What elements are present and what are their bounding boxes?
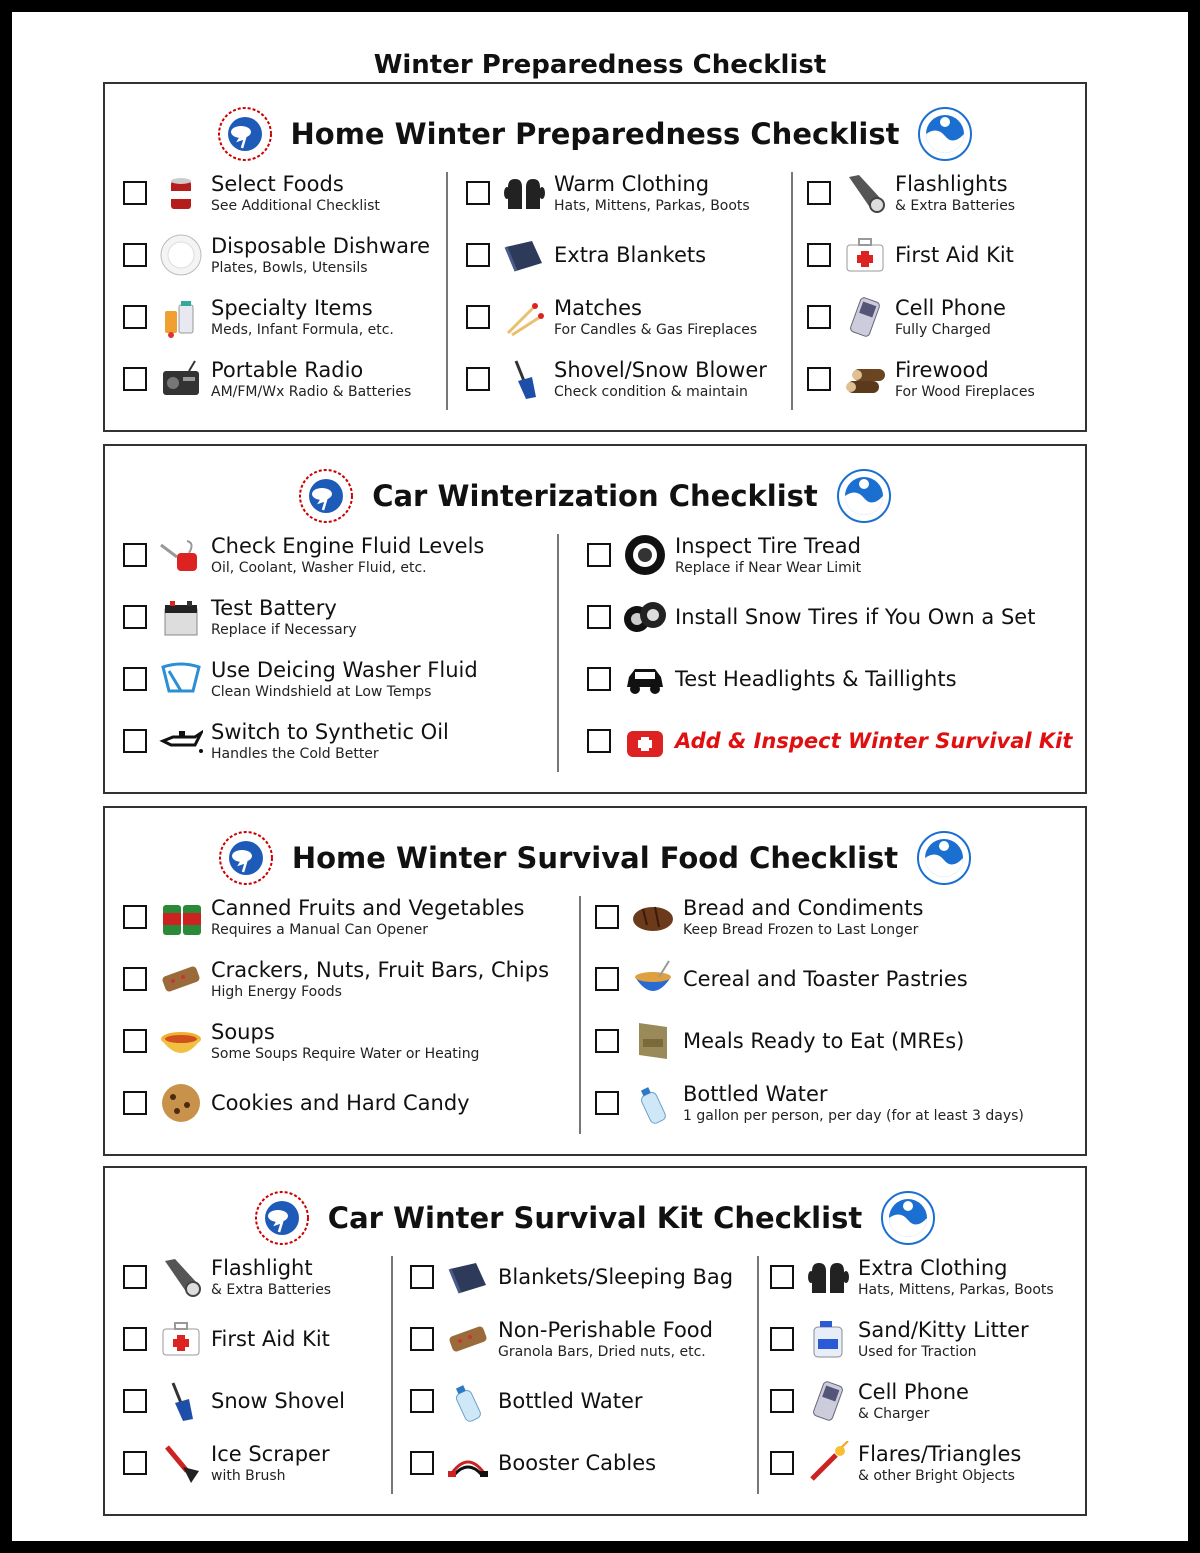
section-title: Car Winter Survival Kit Checklist xyxy=(327,1201,863,1235)
item-label: Snow Shovel xyxy=(211,1389,346,1413)
item-note: See Additional Checklist xyxy=(211,198,380,214)
item-label: Bread and Condiments xyxy=(683,896,924,920)
checkbox[interactable] xyxy=(587,729,611,753)
checkbox[interactable] xyxy=(595,967,619,991)
checkbox[interactable] xyxy=(595,1091,619,1115)
cell-phone-icon xyxy=(806,1379,850,1423)
checkbox[interactable] xyxy=(123,667,147,691)
item-note: with Brush xyxy=(211,1468,286,1484)
checklist-item xyxy=(807,290,1006,344)
checklist-item xyxy=(587,652,957,706)
item-note: & Extra Batteries xyxy=(211,1282,332,1298)
checklist-item xyxy=(466,166,750,220)
checkbox[interactable] xyxy=(807,181,831,205)
item-label: Inspect Tire Tread xyxy=(675,534,861,558)
item-note: For Wood Fireplaces xyxy=(895,384,1035,400)
item-label: Cell Phone xyxy=(858,1380,969,1404)
checkbox[interactable] xyxy=(807,367,831,391)
checklist-item xyxy=(587,590,1035,644)
item-label: Switch to Synthetic Oil xyxy=(211,720,449,744)
checklist-item xyxy=(807,166,1015,220)
first-aid-kit-icon xyxy=(843,233,887,277)
item-label: Flashlights xyxy=(895,172,1008,196)
item-note: Replace if Necessary xyxy=(211,622,357,638)
item-note: & Charger xyxy=(858,1406,930,1422)
checkbox[interactable] xyxy=(123,243,147,267)
item-label: Firewood xyxy=(895,358,989,382)
litter-jug-icon xyxy=(806,1317,850,1361)
item-note: High Energy Foods xyxy=(211,984,342,1000)
item-note: Plates, Bowls, Utensils xyxy=(211,260,368,276)
checklist-item xyxy=(123,1076,470,1130)
item-label: Cell Phone xyxy=(895,296,1006,320)
item-note: Granola Bars, Dried nuts, etc. xyxy=(498,1344,706,1360)
section-home-survival-food xyxy=(103,806,1087,1156)
cell-phone-icon xyxy=(843,295,887,339)
item-label: Specialty Items xyxy=(211,296,373,320)
item-label: Extra Blankets xyxy=(554,243,707,267)
item-note: Used for Traction xyxy=(858,1344,977,1360)
checkbox[interactable] xyxy=(123,1451,147,1475)
nws-logo-icon xyxy=(298,468,354,524)
checkbox[interactable] xyxy=(466,367,490,391)
checklist-item xyxy=(770,1436,1021,1490)
section-car-survival-kit xyxy=(103,1166,1087,1516)
checkbox[interactable] xyxy=(587,605,611,629)
item-label: Bottled Water xyxy=(498,1389,643,1413)
checkbox[interactable] xyxy=(123,605,147,629)
item-label: Warm Clothing xyxy=(554,172,710,196)
checklist-item xyxy=(410,1436,656,1490)
item-label: Disposable Dishware xyxy=(211,234,431,258)
checkbox[interactable] xyxy=(466,243,490,267)
noaa-logo-icon xyxy=(880,1190,936,1246)
noaa-logo-icon xyxy=(917,106,973,162)
item-note: Hats, Mittens, Parkas, Boots xyxy=(554,198,750,214)
checklist-item xyxy=(123,1436,330,1490)
item-label: First Aid Kit xyxy=(211,1327,330,1351)
item-note: Fully Charged xyxy=(895,322,991,338)
checkbox[interactable] xyxy=(123,367,147,391)
item-label: Cookies and Hard Candy xyxy=(211,1091,470,1115)
snow-tires-icon xyxy=(623,595,667,639)
checklist-item xyxy=(410,1374,643,1428)
checklist-item xyxy=(123,1374,345,1428)
mre-pouch-icon xyxy=(631,1019,675,1063)
item-note: Meds, Infant Formula, etc. xyxy=(211,322,394,338)
checklist-item xyxy=(410,1312,713,1366)
item-label: Non-Perishable Food xyxy=(498,1318,713,1342)
matches-icon xyxy=(502,295,546,339)
checklist-item xyxy=(410,1250,733,1304)
item-label: Install Snow Tires if You Own a Set xyxy=(675,605,1036,629)
checklist-item xyxy=(595,890,923,944)
checkbox[interactable] xyxy=(466,181,490,205)
checkbox[interactable] xyxy=(770,1327,794,1351)
checkbox[interactable] xyxy=(595,1029,619,1053)
item-note: Requires a Manual Can Opener xyxy=(211,922,428,938)
checklist-item xyxy=(466,228,706,282)
checklist-item xyxy=(807,228,1014,282)
checkbox[interactable] xyxy=(123,181,147,205)
nws-logo-icon xyxy=(254,1190,310,1246)
granola-bar-icon xyxy=(446,1317,490,1361)
shovel-icon xyxy=(159,1379,203,1423)
section-title: Home Winter Survival Food Checklist xyxy=(291,841,899,875)
checkbox[interactable] xyxy=(410,1451,434,1475)
section-title: Home Winter Preparedness Checklist xyxy=(290,117,900,151)
soup-can-icon xyxy=(159,171,203,215)
checklist-item xyxy=(123,528,484,582)
checkbox[interactable] xyxy=(123,305,147,329)
item-note: AM/FM/Wx Radio & Batteries xyxy=(211,384,412,400)
item-label: Add & Inspect Winter Survival Kit xyxy=(675,729,1073,753)
checkbox[interactable] xyxy=(123,729,147,753)
checkbox[interactable] xyxy=(123,1029,147,1053)
item-label: Cereal and Toaster Pastries xyxy=(683,967,968,991)
medicine-bottles-icon xyxy=(159,295,203,339)
checkbox[interactable] xyxy=(466,305,490,329)
item-note: For Candles & Gas Fireplaces xyxy=(554,322,758,338)
checkbox[interactable] xyxy=(770,1265,794,1289)
checkbox[interactable] xyxy=(123,1389,147,1413)
item-label: Canned Fruits and Vegetables xyxy=(211,896,525,920)
checklist-item xyxy=(123,714,449,768)
checkbox[interactable] xyxy=(123,1327,147,1351)
item-note: & Extra Batteries xyxy=(895,198,1016,214)
item-label: Check Engine Fluid Levels xyxy=(211,534,485,558)
oil-can-icon xyxy=(159,533,203,577)
checklist-item xyxy=(123,352,411,406)
radio-icon xyxy=(159,357,203,401)
item-note: Clean Windshield at Low Temps xyxy=(211,684,432,700)
item-note: Replace if Near Wear Limit xyxy=(675,560,862,576)
checkbox[interactable] xyxy=(410,1327,434,1351)
cereal-bowl-icon xyxy=(631,957,675,1001)
checklist-item xyxy=(123,952,549,1006)
checkbox[interactable] xyxy=(123,1265,147,1289)
flashlight-icon xyxy=(159,1255,203,1299)
item-label: Ice Scraper xyxy=(211,1442,330,1466)
cookie-icon xyxy=(159,1081,203,1125)
checkbox[interactable] xyxy=(595,905,619,929)
granola-bar-icon xyxy=(159,957,203,1001)
item-label: Extra Clothing xyxy=(858,1256,1008,1280)
item-label: Sand/Kitty Litter xyxy=(858,1318,1029,1342)
car-icon xyxy=(623,657,667,701)
item-label: Test Headlights & Taillights xyxy=(675,667,957,691)
checkbox[interactable] xyxy=(410,1389,434,1413)
item-note: Keep Bread Frozen to Last Longer xyxy=(683,922,919,938)
nws-logo-icon xyxy=(218,830,274,886)
checklist-item xyxy=(123,1250,331,1304)
mittens-icon xyxy=(806,1255,850,1299)
item-label: Flashlight xyxy=(211,1256,313,1280)
checkbox[interactable] xyxy=(123,1091,147,1115)
item-note: Hats, Mittens, Parkas, Boots xyxy=(858,1282,1054,1298)
section-car-winterization xyxy=(103,444,1087,794)
canned-food-icon xyxy=(159,895,203,939)
ice-scraper-icon xyxy=(159,1441,203,1485)
item-label: Use Deicing Washer Fluid xyxy=(211,658,478,682)
checklist-item xyxy=(123,890,524,944)
flare-icon xyxy=(806,1441,850,1485)
checklist-item xyxy=(123,228,430,282)
section-title: Car Winterization Checklist xyxy=(372,479,818,513)
item-label: Portable Radio xyxy=(211,358,364,382)
item-label: Test Battery xyxy=(211,596,337,620)
firewood-icon xyxy=(843,357,887,401)
checkbox[interactable] xyxy=(770,1451,794,1475)
oil-lamp-icon xyxy=(159,719,203,763)
item-label: First Aid Kit xyxy=(895,243,1014,267)
windshield-icon xyxy=(159,657,203,701)
survival-kit-icon xyxy=(623,719,667,763)
tire-icon xyxy=(623,533,667,577)
checklist-item xyxy=(123,290,394,344)
item-note: Handles the Cold Better xyxy=(211,746,379,762)
item-note: & other Bright Objects xyxy=(858,1468,1015,1484)
item-label: Soups xyxy=(211,1020,275,1044)
water-bottle-icon xyxy=(446,1379,490,1423)
checkbox[interactable] xyxy=(123,543,147,567)
item-note: Oil, Coolant, Washer Fluid, etc. xyxy=(211,560,427,576)
flashlight-icon xyxy=(843,171,887,215)
blanket-icon xyxy=(502,233,546,277)
checkbox[interactable] xyxy=(587,543,611,567)
item-label: Matches xyxy=(554,296,642,320)
checkbox[interactable] xyxy=(410,1265,434,1289)
item-label: Crackers, Nuts, Fruit Bars, Chips xyxy=(211,958,550,982)
jumper-cables-icon xyxy=(446,1441,490,1485)
noaa-logo-icon xyxy=(836,468,892,524)
mittens-icon xyxy=(502,171,546,215)
checklist-item xyxy=(123,1014,479,1068)
soup-bowl-icon xyxy=(159,1019,203,1063)
checkbox[interactable] xyxy=(587,667,611,691)
bread-icon xyxy=(631,895,675,939)
paper-plate-icon xyxy=(159,233,203,277)
checklist-item xyxy=(123,166,380,220)
noaa-logo-icon xyxy=(916,830,972,886)
section-home-preparedness xyxy=(103,82,1087,432)
checklist-item xyxy=(807,352,1035,406)
item-note: 1 gallon per person, per day (for at least 3 days) xyxy=(683,1108,1024,1124)
car-battery-icon xyxy=(159,595,203,639)
item-label: Booster Cables xyxy=(498,1451,657,1475)
checklist-item xyxy=(770,1312,1029,1366)
checklist-item xyxy=(595,1076,1024,1130)
item-label: Select Foods xyxy=(211,172,344,196)
checklist-item xyxy=(587,528,861,582)
checkbox[interactable] xyxy=(770,1389,794,1413)
blanket-icon xyxy=(446,1255,490,1299)
checklist-item xyxy=(123,652,478,706)
checklist-item xyxy=(595,952,968,1006)
item-label: Flares/Triangles xyxy=(858,1442,1022,1466)
checklist-item xyxy=(123,590,357,644)
checklist-item xyxy=(587,714,1072,768)
nws-logo-icon xyxy=(217,106,273,162)
page-title: Winter Preparedness Checklist xyxy=(373,50,827,80)
item-label: Shovel/Snow Blower xyxy=(554,358,767,382)
water-bottle-icon xyxy=(631,1081,675,1125)
checkbox[interactable] xyxy=(123,905,147,929)
shovel-icon xyxy=(502,357,546,401)
item-label: Bottled Water xyxy=(683,1082,828,1106)
first-aid-kit-icon xyxy=(159,1317,203,1361)
checkbox[interactable] xyxy=(807,243,831,267)
checkbox[interactable] xyxy=(807,305,831,329)
checklist-item xyxy=(770,1374,969,1428)
item-note: Check condition & maintain xyxy=(554,384,748,400)
checklist-item xyxy=(123,1312,330,1366)
checkbox[interactable] xyxy=(123,967,147,991)
item-label: Meals Ready to Eat (MREs) xyxy=(683,1029,965,1053)
checklist-page xyxy=(12,12,1188,1541)
item-label: Blankets/Sleeping Bag xyxy=(498,1265,734,1289)
checklist-item xyxy=(466,352,767,406)
checklist-item xyxy=(595,1014,964,1068)
item-note: Some Soups Require Water or Heating xyxy=(211,1046,480,1062)
checklist-item xyxy=(770,1250,1054,1304)
checklist-item xyxy=(466,290,757,344)
